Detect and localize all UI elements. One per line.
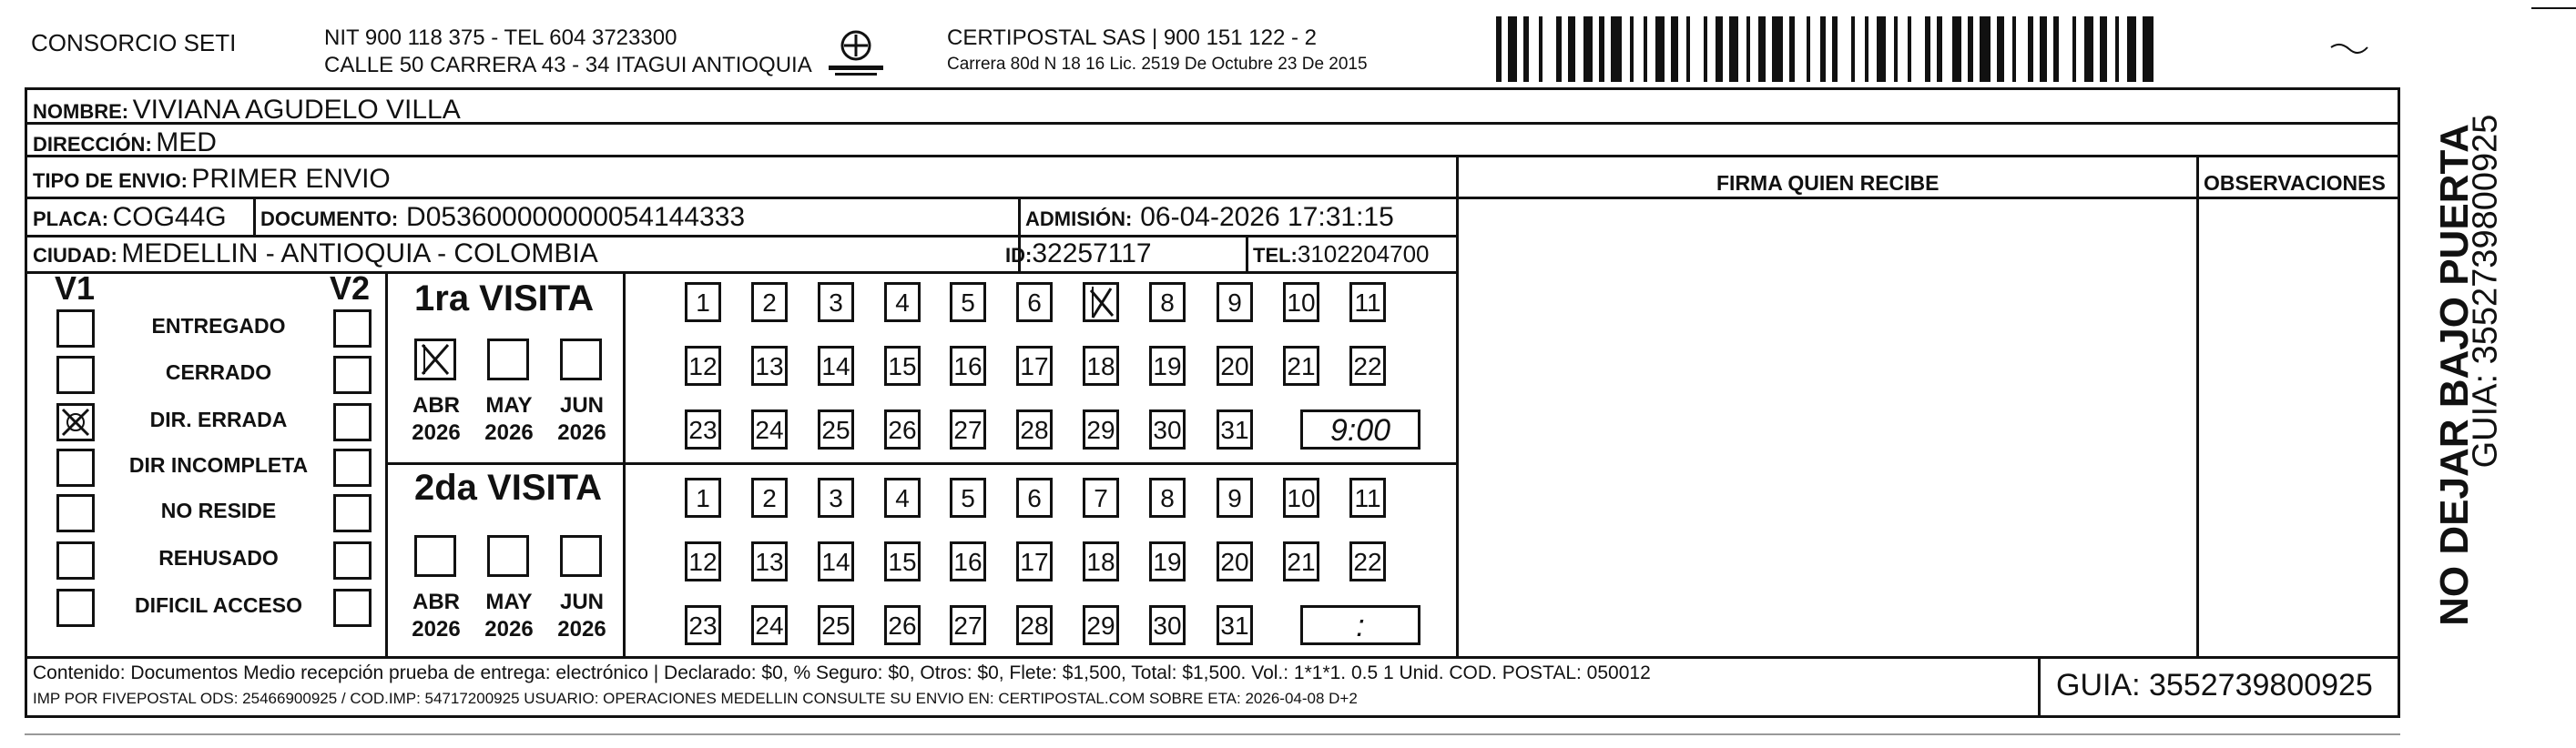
day-box[interactable]: 15 xyxy=(884,346,921,386)
certipostal-logo xyxy=(824,27,888,82)
v2-checkbox[interactable] xyxy=(333,494,372,532)
day-box[interactable]: 3 xyxy=(818,282,854,322)
day-box[interactable]: 25 xyxy=(818,605,854,645)
month-label: ABR xyxy=(412,393,460,418)
day-box[interactable]: 25 xyxy=(818,409,854,450)
day-box[interactable]: 26 xyxy=(884,409,921,450)
year-label: 2026 xyxy=(412,617,461,642)
no-dejar-warning: NO DEJAR BAJO PUERTA xyxy=(2432,124,2477,626)
day-box[interactable]: 28 xyxy=(1016,409,1053,450)
visit2-title: 2da VISITA xyxy=(414,468,602,508)
reason-label: DIR INCOMPLETA xyxy=(128,453,309,477)
day-box[interactable]: 16 xyxy=(950,541,986,581)
day-box[interactable]: 23 xyxy=(685,409,721,450)
day-box[interactable]: 30 xyxy=(1149,605,1186,645)
year-label: 2026 xyxy=(484,617,534,642)
year-label: 2026 xyxy=(484,420,534,445)
month-label: JUN xyxy=(559,393,604,418)
day-box[interactable]: 1 xyxy=(685,282,721,322)
nombre-value: VIVIANA AGUDELO VILLA xyxy=(132,95,461,125)
day-box[interactable]: 10 xyxy=(1283,478,1319,518)
month-checkbox[interactable] xyxy=(560,535,602,577)
time-box[interactable]: : xyxy=(1300,605,1420,645)
day-box[interactable]: 8 xyxy=(1149,478,1186,518)
direccion-value: MED xyxy=(156,127,217,157)
footer-imp: IMP POR FIVEPOSTAL ODS: 25466900925 / COD.IMP: 54717200925 USUARIO: OPERACIONES MEDELLIN CONSULTE SU ENVIO EN: CERTIPOSTAL.COM SOBRE ETA: 2026-04-08 D+2 xyxy=(33,690,1358,707)
day-box[interactable]: 31 xyxy=(1217,409,1253,450)
day-box[interactable]: 18 xyxy=(1083,541,1119,581)
day-box[interactable]: 17 xyxy=(1016,346,1053,386)
v1-checkbox[interactable] xyxy=(56,589,95,627)
reason-label: ENTREGADO xyxy=(151,314,286,338)
v1-checkbox[interactable] xyxy=(56,541,95,580)
day-box[interactable]: 19 xyxy=(1149,346,1186,386)
day-box[interactable]: 8 xyxy=(1149,282,1186,322)
license-line: Carrera 80d N 18 16 Lic. 2519 De Octubre 23 De 2015 xyxy=(947,55,1368,74)
documento-label: DOCUMENTO: D053600000000054144333 xyxy=(260,202,746,232)
placa-value: COG44G xyxy=(112,202,227,232)
day-box[interactable]: 24 xyxy=(751,605,788,645)
day-box[interactable]: 6 xyxy=(1016,478,1053,518)
address-line: CALLE 50 CARRERA 43 - 34 ITAGUI ANTIOQUIA xyxy=(324,53,812,77)
footer-contenido: Contenido: Documentos Medio recepción prueba de entrega: electrónico | Declarado: $0, % Seguro: $0, Otros: $0, Flete: $1,500, Total: $1,500. Vol.: 1*1*1. 0.5 1 Unid. COD. POSTAL: 050012 xyxy=(33,662,1651,683)
admision-label: ADMISIÓN: 06-04-2026 17:31:15 xyxy=(1025,202,1394,232)
time-box[interactable]: 9:00 xyxy=(1300,409,1420,450)
day-box[interactable]: 12 xyxy=(685,346,721,386)
day-box[interactable]: 27 xyxy=(950,409,986,450)
day-box[interactable]: 19 xyxy=(1149,541,1186,581)
id-label: ID:32257117 xyxy=(1005,238,1152,268)
firma-label: FIRMA QUIEN RECIBE xyxy=(1716,171,1940,195)
id-value: 32257117 xyxy=(1032,238,1152,268)
ciudad-label: CIUDAD: MEDELLIN - ANTIOQUIA - COLOMBIA xyxy=(33,238,598,268)
month-label: MAY xyxy=(485,590,533,614)
day-box[interactable]: 3 xyxy=(818,478,854,518)
month-checkbox[interactable] xyxy=(487,535,529,577)
nit-line: NIT 900 118 375 - TEL 604 3723300 xyxy=(324,25,677,50)
day-box[interactable]: 29 xyxy=(1083,605,1119,645)
day-box[interactable]: 22 xyxy=(1349,541,1386,581)
month-checkbox[interactable] xyxy=(414,339,456,380)
reason-label: REHUSADO xyxy=(158,546,279,570)
day-box[interactable]: 12 xyxy=(685,541,721,581)
year-label: 2026 xyxy=(557,420,606,445)
day-box[interactable]: 9 xyxy=(1217,478,1253,518)
v1-label: V1 xyxy=(55,269,96,307)
day-box[interactable]: 13 xyxy=(751,346,788,386)
admision-value: 06-04-2026 17:31:15 xyxy=(1140,202,1394,232)
tipo-value: PRIMER ENVIO xyxy=(191,164,391,194)
v2-checkbox[interactable] xyxy=(333,309,372,348)
day-box[interactable]: 15 xyxy=(884,541,921,581)
day-box[interactable]: 11 xyxy=(1349,282,1386,322)
nombre-label: NOMBRE: VIVIANA AGUDELO VILLA xyxy=(33,95,461,125)
tipo-label: TIPO DE ENVIO: PRIMER ENVIO xyxy=(33,164,391,194)
day-box[interactable]: 14 xyxy=(818,346,854,386)
day-box[interactable]: 20 xyxy=(1217,346,1253,386)
reason-label: DIR. ERRADA xyxy=(149,408,288,431)
reason-label: DIFICIL ACCESO xyxy=(134,593,302,617)
v2-checkbox[interactable] xyxy=(333,356,372,394)
v2-checkbox[interactable] xyxy=(333,541,372,580)
month-checkbox[interactable] xyxy=(414,535,456,577)
day-box[interactable]: 2 xyxy=(751,478,788,518)
placa-label: PLACA: COG44G xyxy=(33,202,227,232)
day-box[interactable]: 10 xyxy=(1283,282,1319,322)
month-checkbox[interactable] xyxy=(487,339,529,380)
day-box[interactable]: 21 xyxy=(1283,346,1319,386)
day-box[interactable]: 7 xyxy=(1083,478,1119,518)
day-box[interactable]: 5 xyxy=(950,282,986,322)
month-label: ABR xyxy=(412,590,460,614)
day-box[interactable]: 4 xyxy=(884,282,921,322)
visit1-title: 1ra VISITA xyxy=(414,278,595,318)
ciudad-value: MEDELLIN - ANTIOQUIA - COLOMBIA xyxy=(121,238,598,268)
documento-value: D053600000000054144333 xyxy=(406,202,746,232)
month-checkbox[interactable] xyxy=(560,339,602,380)
day-box[interactable] xyxy=(1083,282,1119,322)
courier-line: CERTIPOSTAL SAS | 900 151 122 - 2 xyxy=(947,25,1317,50)
v2-label: V2 xyxy=(330,269,371,307)
day-box[interactable]: 18 xyxy=(1083,346,1119,386)
day-box[interactable]: 13 xyxy=(751,541,788,581)
reason-label: CERRADO xyxy=(165,360,272,384)
direccion-label: DIRECCIÓN: MED xyxy=(33,127,217,157)
v1-checkbox[interactable] xyxy=(56,449,95,487)
v2-checkbox[interactable] xyxy=(333,449,372,487)
day-box[interactable]: 4 xyxy=(884,478,921,518)
day-box[interactable]: 26 xyxy=(884,605,921,645)
v1-checkbox[interactable] xyxy=(56,494,95,532)
day-box[interactable]: 16 xyxy=(950,346,986,386)
day-box[interactable]: 20 xyxy=(1217,541,1253,581)
day-box[interactable]: 28 xyxy=(1016,605,1053,645)
v2-checkbox[interactable] xyxy=(333,589,372,627)
v2-checkbox[interactable] xyxy=(333,403,372,441)
day-box[interactable]: 22 xyxy=(1349,346,1386,386)
day-box[interactable]: 30 xyxy=(1149,409,1186,450)
day-box[interactable]: 29 xyxy=(1083,409,1119,450)
reason-label: NO RESIDE xyxy=(160,499,277,522)
tel-value: 3102204700 xyxy=(1297,240,1430,268)
barcode xyxy=(1496,0,2222,91)
day-box[interactable]: 31 xyxy=(1217,605,1253,645)
day-box[interactable]: 2 xyxy=(751,282,788,322)
day-box[interactable]: 24 xyxy=(751,409,788,450)
side-guia: GUIA: 3552739800925 xyxy=(2466,114,2505,469)
v1-checkbox[interactable] xyxy=(56,356,95,394)
day-box[interactable]: 27 xyxy=(950,605,986,645)
day-box[interactable]: 9 xyxy=(1217,282,1253,322)
day-box[interactable]: 17 xyxy=(1016,541,1053,581)
company-name: CONSORCIO SETI xyxy=(31,29,237,56)
v1-checkbox[interactable] xyxy=(56,309,95,348)
year-label: 2026 xyxy=(412,420,461,445)
day-box[interactable]: 21 xyxy=(1283,541,1319,581)
signature-mark-icon xyxy=(2327,36,2372,64)
tel-label: TEL:3102204700 xyxy=(1253,240,1430,268)
day-box[interactable]: 14 xyxy=(818,541,854,581)
v1-checkbox[interactable] xyxy=(56,403,95,441)
day-box[interactable]: 5 xyxy=(950,478,986,518)
day-box[interactable]: 23 xyxy=(685,605,721,645)
observaciones-label: OBSERVACIONES xyxy=(2204,171,2386,195)
day-box[interactable]: 1 xyxy=(685,478,721,518)
year-label: 2026 xyxy=(557,617,606,642)
day-box[interactable]: 6 xyxy=(1016,282,1053,322)
footer-guia: GUIA: 3552739800925 xyxy=(2056,668,2373,703)
day-box[interactable]: 11 xyxy=(1349,478,1386,518)
month-label: MAY xyxy=(485,393,533,418)
month-label: JUN xyxy=(559,590,604,614)
